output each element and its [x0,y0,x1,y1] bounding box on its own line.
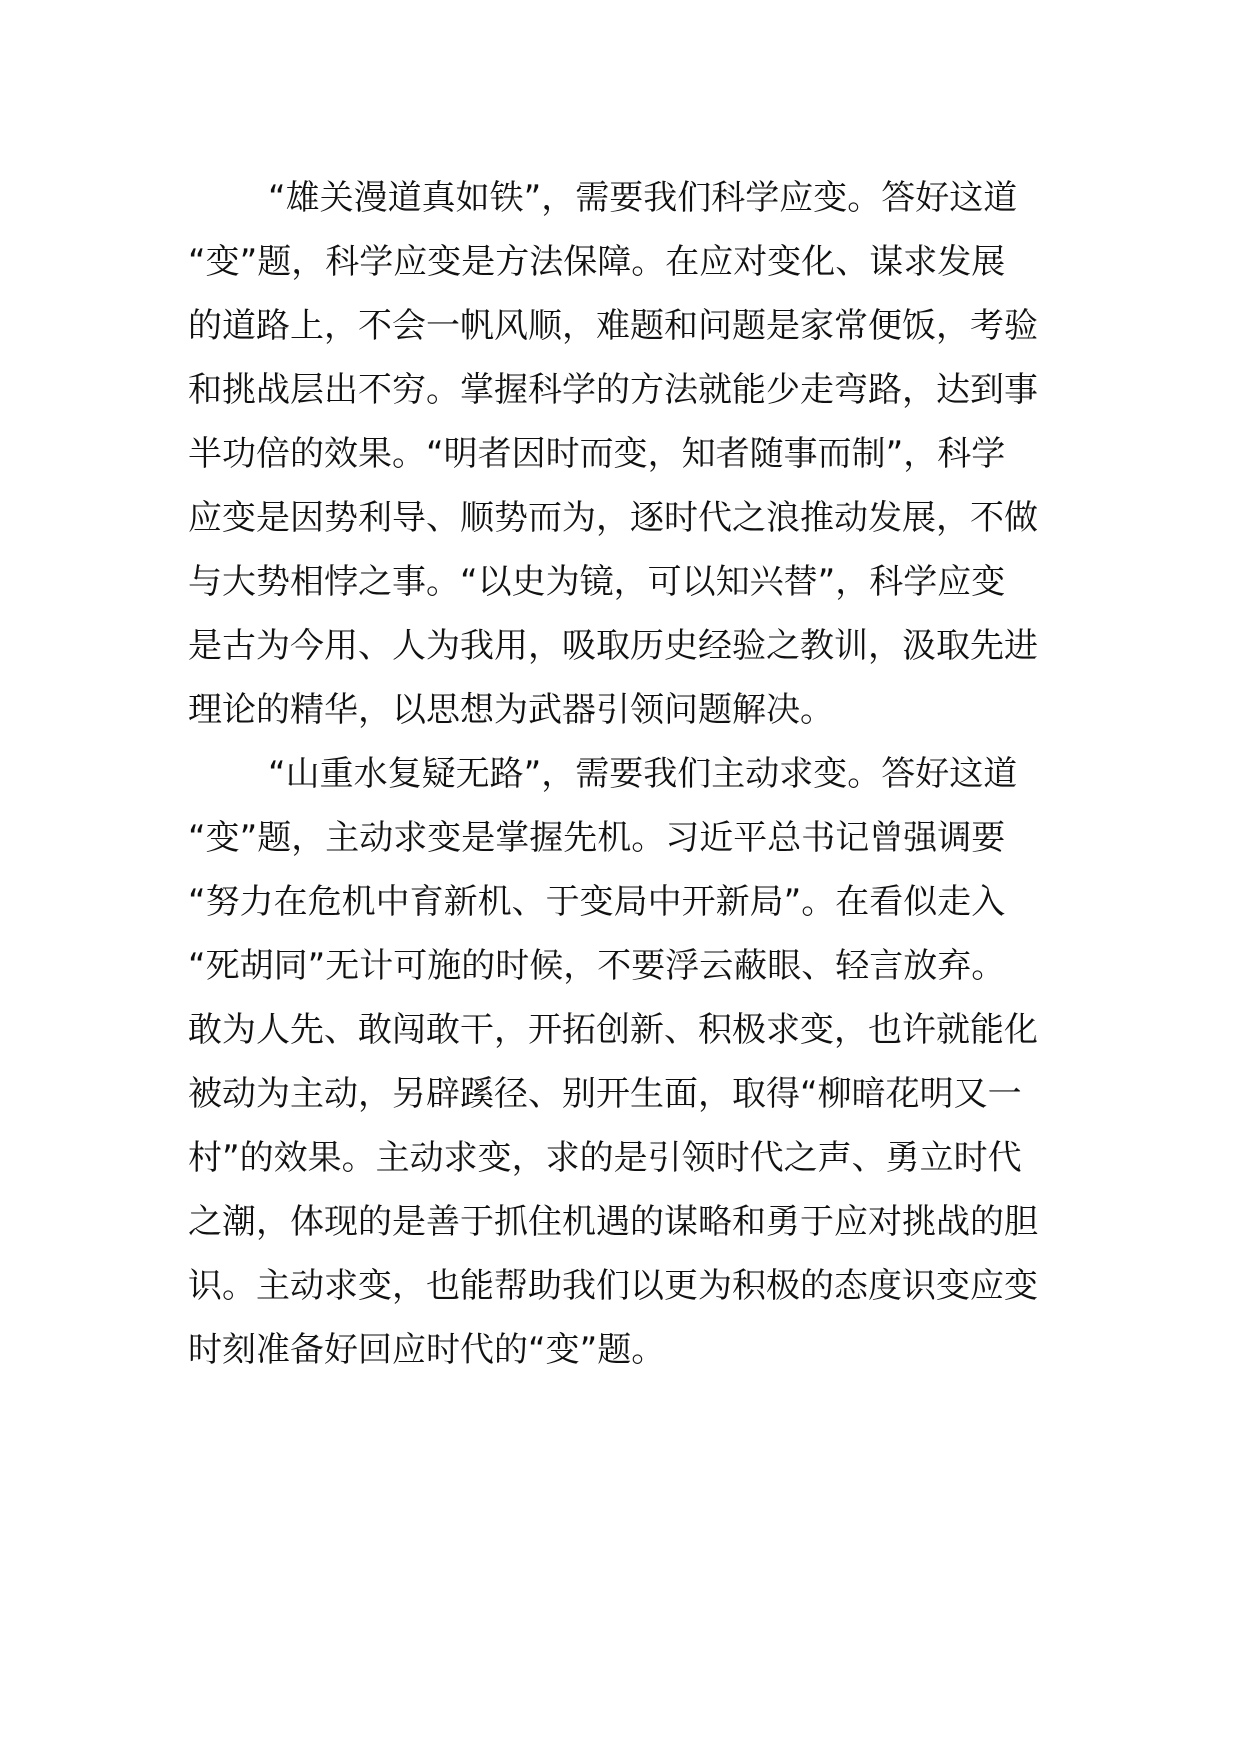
text-line: 半功倍的效果。“明者因时而变，知者随事而制”，科学 [188,434,1006,474]
text-line: 被动为主动，另辟蹊径、别开生面，取得“柳暗花明又一 [188,1074,1022,1114]
paragraph-scientific-adaptation [188,166,1054,742]
text-line: 时刻准备好回应时代的“变”题。 [188,1330,666,1370]
text-line: “变”题，科学应变是方法保障。在应对变化、谋求发展 [188,242,1006,282]
text-line: “变”题，主动求变是掌握先机。习近平总书记曾强调要 [188,818,1006,858]
text-line: 的道路上，不会一帆风顺，难题和问题是家常便饭，考验 [188,306,1038,346]
text-line: 村”的效果。主动求变，求的是引领时代之声、勇立时代 [188,1138,1022,1178]
text-line: “山重水复疑无路”，需要我们主动求变。答好这道 [268,754,1018,794]
text-line: 理论的精华，以思想为武器引领问题解决。 [188,690,834,730]
text-line: 敢为人先、敢闯敢干，开拓创新、积极求变，也许就能化 [188,1010,1038,1050]
text-line: “雄关漫道真如铁”，需要我们科学应变。答好这道 [268,178,1018,218]
paragraph-proactive-change [188,742,1054,1382]
text-line: 应变是因势利导、顺势而为，逐时代之浪推动发展，不做 [188,498,1038,538]
document-body [188,166,1054,1382]
text-line: 与大势相悖之事。“以史为镜，可以知兴替”，科学应变 [188,562,1006,602]
text-line: 之潮，体现的是善于抓住机遇的谋略和勇于应对挑战的胆 [188,1202,1038,1242]
text-line: “死胡同”无计可施的时候，不要浮云蔽眼、轻言放弃。 [188,946,1006,986]
text-line: “努力在危机中育新机、于变局中开新局”。在看似走入 [188,882,1006,922]
text-line: 是古为今用、人为我用，吸取历史经验之教训，汲取先进 [188,626,1038,666]
text-line: 和挑战层出不穷。掌握科学的方法就能少走弯路，达到事 [188,370,1038,410]
text-line: 识。主动求变，也能帮助我们以更为积极的态度识变应变 [188,1266,1038,1306]
